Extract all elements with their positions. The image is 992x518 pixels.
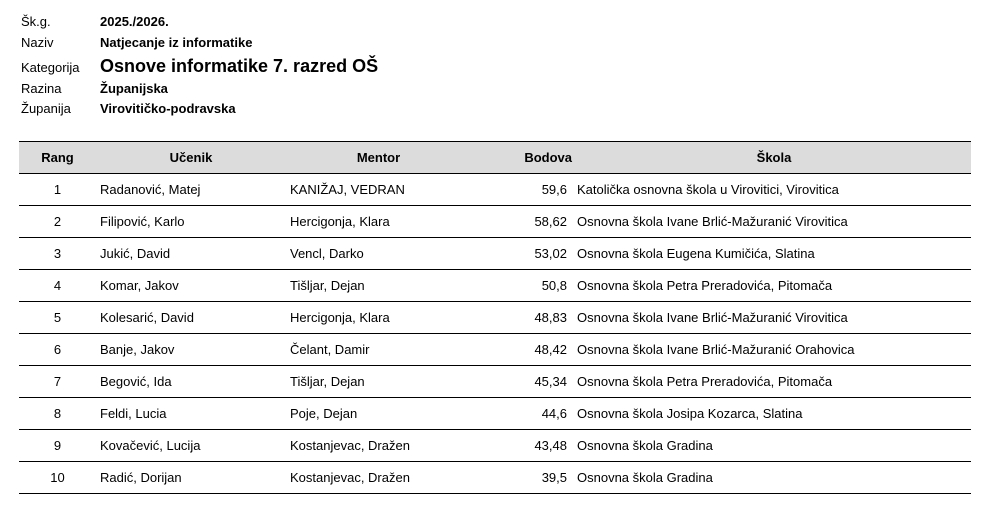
mentor-cell: Tišljar, Dejan	[286, 270, 471, 302]
points-cell: 53,02	[471, 238, 577, 270]
table-row	[19, 270, 971, 302]
header-school: Škola	[577, 142, 971, 174]
table-row	[19, 174, 971, 206]
rank-cell: 2	[19, 206, 96, 238]
student-cell: Radanović, Matej	[96, 174, 286, 206]
points-cell: 48,42	[471, 334, 577, 366]
mentor-cell: Vencl, Darko	[286, 238, 471, 270]
county-row	[21, 101, 621, 121]
rank-cell: 10	[19, 462, 96, 494]
table-row	[19, 206, 971, 238]
school-cell: Osnovna škola Ivane Brlić-Mažuranić Virovitica	[577, 302, 971, 334]
mentor-cell: Hercigonja, Klara	[286, 206, 471, 238]
student-cell: Komar, Jakov	[96, 270, 286, 302]
points-cell: 59,6	[471, 174, 577, 206]
county-label: Županija	[21, 101, 71, 116]
mentor-cell: Poje, Dejan	[286, 398, 471, 430]
points-cell: 58,62	[471, 206, 577, 238]
category-row	[21, 56, 621, 81]
table-row	[19, 462, 971, 494]
school-cell: Osnovna škola Ivane Brlić-Mažuranić Virovitica	[577, 206, 971, 238]
mentor-cell: Hercigonja, Klara	[286, 302, 471, 334]
points-cell: 39,5	[471, 462, 577, 494]
school-year-label: Šk.g.	[21, 14, 51, 29]
student-cell: Kolesarić, David	[96, 302, 286, 334]
points-cell: 50,8	[471, 270, 577, 302]
school-year-row	[21, 12, 621, 35]
results-table-body	[19, 174, 971, 494]
header-mentor: Mentor	[286, 142, 471, 174]
school-cell: Osnovna škola Gradina	[577, 430, 971, 462]
school-cell: Osnovna škola Gradina	[577, 462, 971, 494]
competition-info	[21, 12, 621, 121]
header-student: Učenik	[96, 142, 286, 174]
student-cell: Radić, Dorijan	[96, 462, 286, 494]
school-cell: Osnovna škola Petra Preradovića, Pitomača	[577, 366, 971, 398]
rank-cell: 9	[19, 430, 96, 462]
student-cell: Filipović, Karlo	[96, 206, 286, 238]
table-row	[19, 302, 971, 334]
school-year-value: 2025./2026.	[100, 14, 169, 29]
results-table	[19, 141, 971, 494]
category-label: Kategorija	[21, 60, 80, 75]
name-value: Natjecanje iz informatike	[100, 35, 253, 50]
name-label: Naziv	[21, 35, 54, 50]
rank-cell: 4	[19, 270, 96, 302]
category-value: Osnove informatike 7. razred OŠ	[100, 56, 379, 76]
mentor-cell: Tišljar, Dejan	[286, 366, 471, 398]
rank-cell: 3	[19, 238, 96, 270]
county-value: Virovitičko-podravska	[100, 101, 236, 116]
student-cell: Jukić, David	[96, 238, 286, 270]
rank-cell: 1	[19, 174, 96, 206]
level-row	[21, 81, 621, 101]
mentor-cell: Kostanjevac, Dražen	[286, 462, 471, 494]
rank-cell: 7	[19, 366, 96, 398]
table-row	[19, 238, 971, 270]
table-row	[19, 398, 971, 430]
school-cell: Katolička osnovna škola u Virovitici, Virovitica	[577, 174, 971, 206]
points-cell: 45,34	[471, 366, 577, 398]
name-row	[21, 35, 621, 56]
table-row	[19, 366, 971, 398]
mentor-cell: Čelant, Damir	[286, 334, 471, 366]
header-points: Bodova	[471, 142, 577, 174]
points-cell: 43,48	[471, 430, 577, 462]
student-cell: Feldi, Lucia	[96, 398, 286, 430]
level-value: Županijska	[100, 81, 168, 96]
header-row	[19, 142, 971, 174]
school-cell: Osnovna škola Josipa Kozarca, Slatina	[577, 398, 971, 430]
student-cell: Begović, Ida	[96, 366, 286, 398]
rank-cell: 8	[19, 398, 96, 430]
table-row	[19, 430, 971, 462]
student-cell: Banje, Jakov	[96, 334, 286, 366]
level-label: Razina	[21, 81, 62, 96]
table-row	[19, 334, 971, 366]
school-cell: Osnovna škola Petra Preradovića, Pitomača	[577, 270, 971, 302]
mentor-cell: Kostanjevac, Dražen	[286, 430, 471, 462]
points-cell: 48,83	[471, 302, 577, 334]
rank-cell: 6	[19, 334, 96, 366]
school-cell: Osnovna škola Ivane Brlić-Mažuranić Orahovica	[577, 334, 971, 366]
rank-cell: 5	[19, 302, 96, 334]
results-table-header	[19, 142, 971, 174]
points-cell: 44,6	[471, 398, 577, 430]
student-cell: Kovačević, Lucija	[96, 430, 286, 462]
school-cell: Osnovna škola Eugena Kumičića, Slatina	[577, 238, 971, 270]
header-rank: Rang	[19, 142, 96, 174]
mentor-cell: KANIŽAJ, VEDRAN	[286, 174, 471, 206]
